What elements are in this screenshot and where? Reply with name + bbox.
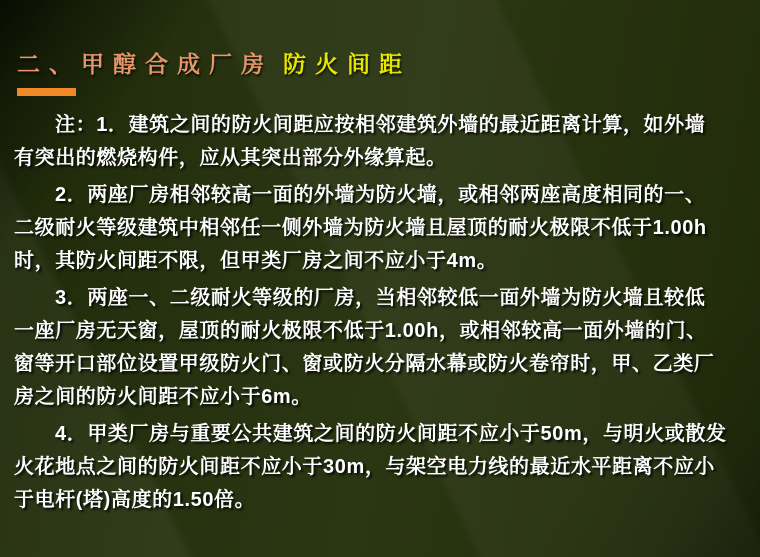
- text-line: 一座厂房无天窗，屋顶的耐火极限不低于1.00h，或相邻较高一面外墙的门、: [14, 320, 707, 342]
- text-line: 火花地点之间的防火间距不应小于30m，与架空电力线的最近水平距离不应小: [14, 456, 716, 478]
- slide-body: [14, 109, 750, 521]
- text-line: 3．两座一、二级耐火等级的厂房，当相邻较低一面外墙为防火墙且较低: [55, 287, 706, 309]
- paragraph-note-2: [14, 179, 750, 278]
- text-line: 时，其防火间距不限，但甲类厂房之间不应小于4m。: [14, 250, 498, 272]
- text-line: 于电杆(塔)高度的1.50倍。: [14, 489, 256, 511]
- title-underline-bar: [17, 88, 76, 96]
- slide-title: [17, 49, 411, 79]
- paragraph-note-1: [14, 109, 750, 175]
- text-line: 有突出的燃烧构件，应从其突出部分外缘算起。: [14, 147, 447, 169]
- paragraph-note-4: [14, 418, 750, 517]
- text-line: 窗等开口部位设置甲级防火门、窗或防火分隔水幕或防火卷帘时，甲、乙类厂: [14, 353, 715, 375]
- text-line: 房之间的防火间距不应小于6m。: [14, 386, 312, 408]
- slide-title-highlight: 防火间距: [283, 51, 411, 77]
- slide-title-main: 二、甲醇合成厂房: [17, 51, 273, 77]
- paragraph-note-3: [14, 282, 750, 414]
- text-line: 4．甲类厂房与重要公共建筑之间的防火间距不应小于50m，与明火或散发: [55, 423, 727, 445]
- text-line: 2．两座厂房相邻较高一面的外墙为防火墙，或相邻两座高度相同的一、: [55, 184, 706, 206]
- text-line: 二级耐火等级建筑中相邻任一侧外墙为防火墙且屋顶的耐火极限不低于1.00h: [14, 217, 707, 239]
- text-line: 注：1．建筑之间的防火间距应按相邻建筑外墙的最近距离计算，如外墙: [55, 114, 706, 136]
